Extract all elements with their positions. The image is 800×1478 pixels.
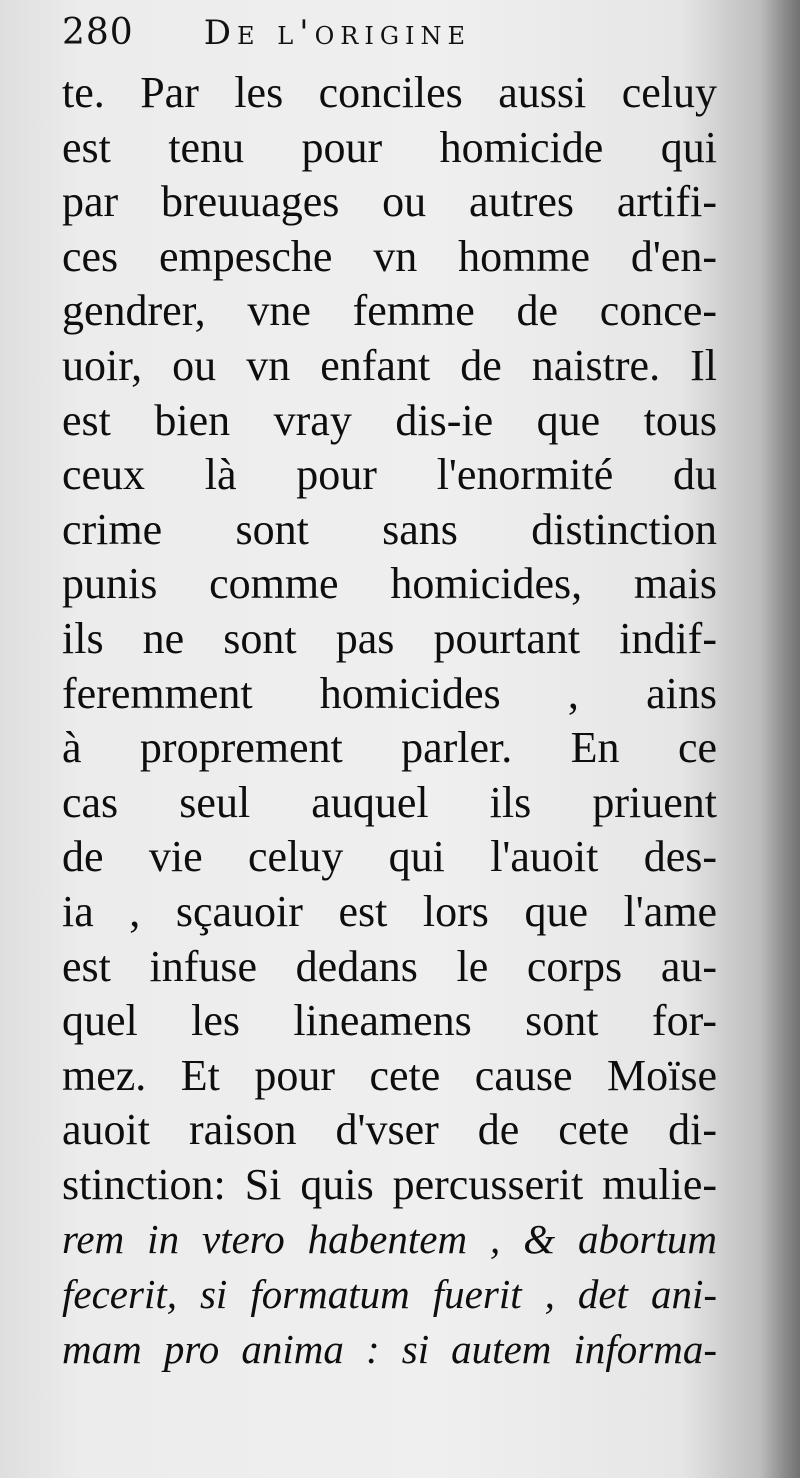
text-line: à proprement parler. En ce xyxy=(62,723,717,773)
page-number: 280 xyxy=(62,12,134,53)
text-line: ces empesche vn homme d'en- xyxy=(62,231,717,281)
latin-quote-line: fecerit, si formatum fuerit , det ani- xyxy=(62,1271,717,1318)
text-line: est infuse dedans le corps au- xyxy=(62,941,717,991)
running-head xyxy=(62,12,682,62)
body-text xyxy=(62,66,717,1376)
running-title: De l'origine xyxy=(203,13,471,53)
text-line: feremment homicides , ains xyxy=(62,668,717,718)
text-line: crime sont sans distinction xyxy=(62,504,717,554)
text-line: gendrer, vne femme de conce- xyxy=(62,286,717,336)
text-line: cas seul auquel ils priuent xyxy=(62,777,717,827)
latin-quote-line: rem in vtero habentem , & abortum xyxy=(62,1216,717,1263)
text-line: ils ne sont pas pourtant indif- xyxy=(62,613,717,663)
text-line: ia , sçauoir est lors que l'ame xyxy=(62,886,717,936)
latin-quote-line: mam pro anima : si autem informa- xyxy=(62,1325,717,1372)
text-line: punis comme homicides, mais xyxy=(62,559,717,609)
text-line: te. Par les conciles aussi celuy xyxy=(62,68,717,117)
text-line: quel les lineamens sont for- xyxy=(62,996,717,1046)
text-line: mez. Et pour cete cause Moïse xyxy=(62,1050,717,1100)
text-line: est bien vray dis-ie que tous xyxy=(62,395,717,445)
text-line: de vie celuy qui l'auoit des- xyxy=(62,832,717,882)
text-line: stinction: Si quis percusserit mulie- xyxy=(62,1159,717,1209)
text-line: par breuuages ou autres artifi- xyxy=(62,177,717,227)
text-line: uoir, ou vn enfant de naistre. Il xyxy=(62,340,717,390)
text-line: est tenu pour homicide qui xyxy=(62,122,717,172)
text-line: auoit raison d'vser de cete di- xyxy=(62,1105,717,1155)
text-line: ceux là pour l'enormité du xyxy=(62,450,717,500)
